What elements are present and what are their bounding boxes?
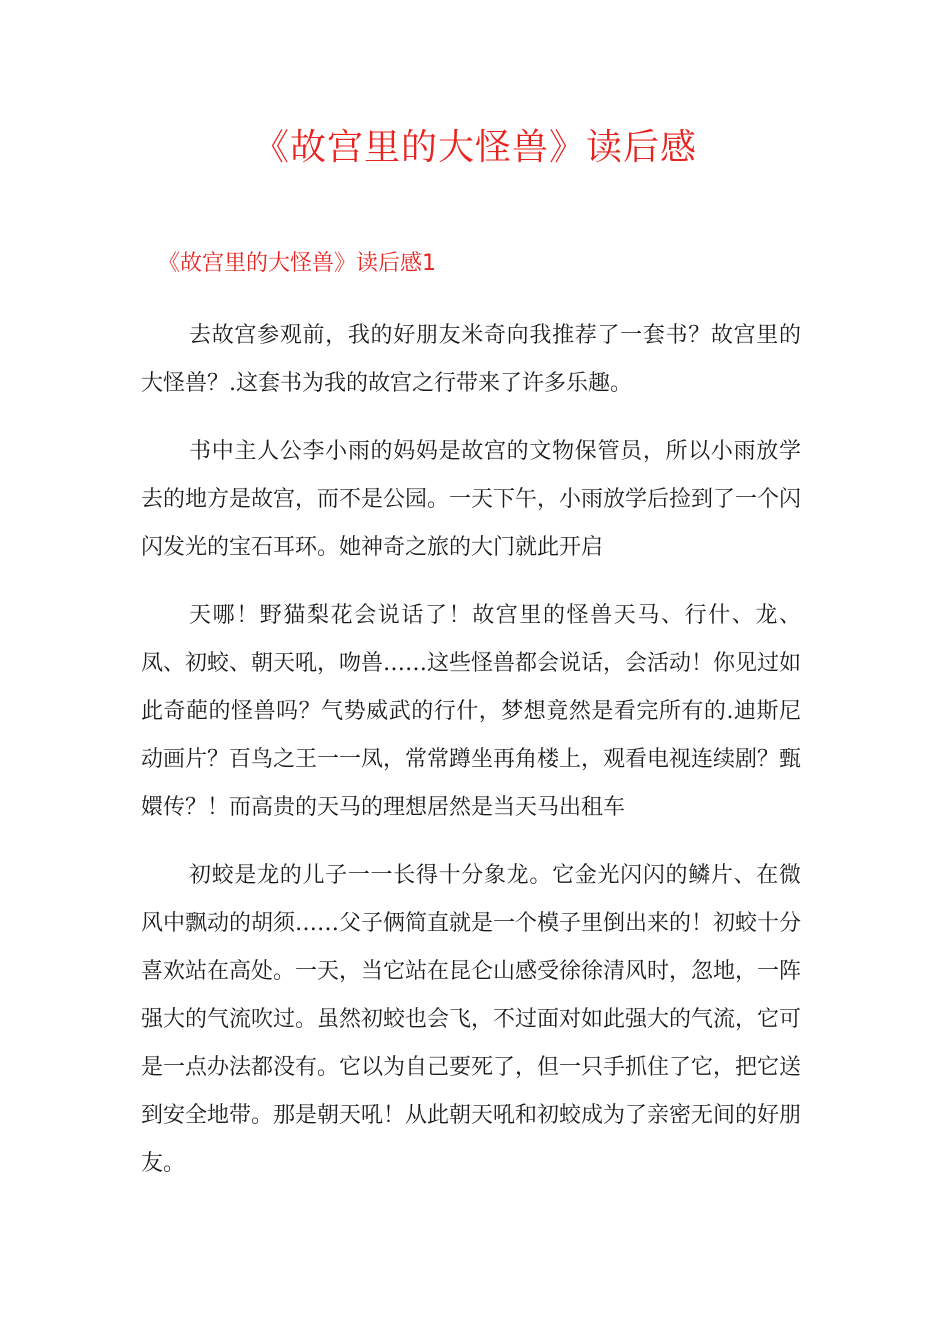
paragraph-1: 去故宫参观前，我的好朋友米奇向我推荐了一套书？故宫里的大怪兽？.这套书为我的故宫之行带来了许多乐趣。 <box>141 323 801 396</box>
section-heading: 《故宫里的大怪兽》读后感1 <box>158 251 436 276</box>
paragraph-3: 天哪！野猫梨花会说话了！故宫里的怪兽天马、行什、龙、凤、初蛟、朝天吼，吻兽……这些怪兽都会说话，会活动！你见过如此奇葩的怪兽吗？气势威武的行什，梦想竟然是看完所有的.迪斯尼动画片？百鸟之王一一凤，常常蹲坐再角楼上，观看电视连续剧？甄嬛传？！而高贵的天马的理想居然是当天马出租车 <box>141 603 802 820</box>
paragraph-2: 书中主人公李小雨的妈妈是故宫的文物保管员，所以小雨放学去的地方是故宫，而不是公园。一天下午，小雨放学后捡到了一个闪闪发光的宝石耳环。她神奇之旅的大门就此开启 <box>141 439 802 560</box>
paragraph-4: 初蛟是龙的儿子一一长得十分象龙。它金光闪闪的鳞片、在微风中飘动的胡须……父子俩简直就是一个模子里倒出来的！初蛟十分喜欢站在高处。一天，当它站在昆仑山感受徐徐清风时，忽地，一阵强大的气流吹过。虽然初蛟也会飞，不过面对如此强大的气流，它可是一点办法都没有。它以为自己要死了，但一只手抓住了它，把它送到安全地带。那是朝天吼！从此朝天吼和初蛟成为了亲密无间的好朋友。 <box>141 863 802 1176</box>
document-title: 《故宫里的大怪兽》读后感 <box>252 127 697 168</box>
